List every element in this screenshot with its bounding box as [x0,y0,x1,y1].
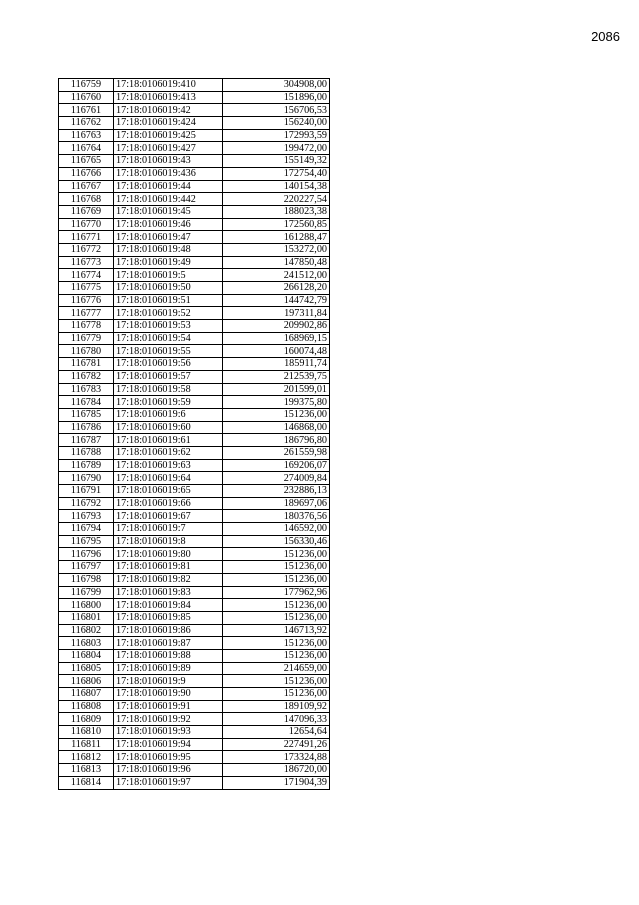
value-cell: 144742,79 [223,294,330,307]
row-number-cell: 116761 [59,104,114,117]
row-number-cell: 116809 [59,713,114,726]
cadastral-number-cell: 17:18:0106019:82 [114,573,223,586]
row-number-cell: 116808 [59,700,114,713]
table-row [59,611,330,624]
row-number-cell: 116769 [59,205,114,218]
value-cell: 274009,84 [223,472,330,485]
value-cell: 186720,00 [223,764,330,777]
row-number-cell: 116789 [59,459,114,472]
value-cell: 197311,84 [223,307,330,320]
table-row [59,307,330,320]
cadastral-number-cell: 17:18:0106019:7 [114,523,223,536]
table-row [59,573,330,586]
table-row [59,649,330,662]
value-cell: 261559,98 [223,446,330,459]
row-number-cell: 116772 [59,243,114,256]
cadastral-number-cell: 17:18:0106019:425 [114,129,223,142]
value-cell: 151236,00 [223,561,330,574]
table-row [59,446,330,459]
cadastral-number-cell: 17:18:0106019:87 [114,637,223,650]
row-number-cell: 116796 [59,548,114,561]
table-row [59,231,330,244]
table-row [59,408,330,421]
cadastral-number-cell: 17:18:0106019:81 [114,561,223,574]
value-cell: 172560,85 [223,218,330,231]
cadastral-number-cell: 17:18:0106019:410 [114,79,223,92]
value-cell: 151236,00 [223,599,330,612]
row-number-cell: 116764 [59,142,114,155]
table-row [59,79,330,92]
cadastral-number-cell: 17:18:0106019:5 [114,269,223,282]
cadastral-number-cell: 17:18:0106019:50 [114,282,223,295]
table-row [59,370,330,383]
value-cell: 151236,00 [223,637,330,650]
value-cell: 146592,00 [223,523,330,536]
table-row [59,497,330,510]
value-cell: 173324,88 [223,751,330,764]
table-row [59,421,330,434]
cadastral-number-cell: 17:18:0106019:84 [114,599,223,612]
row-number-cell: 116812 [59,751,114,764]
row-number-cell: 116803 [59,637,114,650]
row-number-cell: 116777 [59,307,114,320]
value-cell: 155149,32 [223,155,330,168]
value-cell: 201599,01 [223,383,330,396]
value-cell: 151236,00 [223,611,330,624]
table-row [59,129,330,142]
row-number-cell: 116780 [59,345,114,358]
value-cell: 220227,54 [223,193,330,206]
cadastral-number-cell: 17:18:0106019:427 [114,142,223,155]
table-row [59,193,330,206]
value-cell: 168969,15 [223,332,330,345]
table-row [59,459,330,472]
row-number-cell: 116804 [59,649,114,662]
cadastral-number-cell: 17:18:0106019:436 [114,167,223,180]
row-number-cell: 116790 [59,472,114,485]
cadastral-number-cell: 17:18:0106019:54 [114,332,223,345]
value-cell: 189697,06 [223,497,330,510]
table-row [59,548,330,561]
row-number-cell: 116759 [59,79,114,92]
cadastral-number-cell: 17:18:0106019:67 [114,510,223,523]
cadastral-number-cell: 17:18:0106019:63 [114,459,223,472]
table-body [59,79,330,790]
table-row [59,510,330,523]
table-row [59,104,330,117]
value-cell: 186796,80 [223,434,330,447]
cadastral-number-cell: 17:18:0106019:424 [114,117,223,130]
table-row [59,91,330,104]
cadastral-number-cell: 17:18:0106019:48 [114,243,223,256]
cadastral-number-cell: 17:18:0106019:90 [114,688,223,701]
table-row [59,294,330,307]
table-row [59,142,330,155]
row-number-cell: 116783 [59,383,114,396]
cadastral-number-cell: 17:18:0106019:62 [114,446,223,459]
row-number-cell: 116781 [59,358,114,371]
cadastral-value-table [58,78,330,790]
row-number-cell: 116799 [59,586,114,599]
row-number-cell: 116765 [59,155,114,168]
cadastral-number-cell: 17:18:0106019:60 [114,421,223,434]
table-row [59,320,330,333]
value-cell: 214659,00 [223,662,330,675]
row-number-cell: 116800 [59,599,114,612]
row-number-cell: 116795 [59,535,114,548]
table-row [59,662,330,675]
table-row [59,345,330,358]
cadastral-number-cell: 17:18:0106019:44 [114,180,223,193]
row-number-cell: 116792 [59,497,114,510]
row-number-cell: 116767 [59,180,114,193]
row-number-cell: 116775 [59,282,114,295]
cadastral-number-cell: 17:18:0106019:80 [114,548,223,561]
value-cell: 212539,75 [223,370,330,383]
row-number-cell: 116762 [59,117,114,130]
value-cell: 156240,00 [223,117,330,130]
table-row [59,700,330,713]
value-cell: 172754,40 [223,167,330,180]
row-number-cell: 116771 [59,231,114,244]
table-row [59,776,330,789]
cadastral-number-cell: 17:18:0106019:45 [114,205,223,218]
row-number-cell: 116814 [59,776,114,789]
table-row [59,523,330,536]
value-cell: 151236,00 [223,688,330,701]
cadastral-number-cell: 17:18:0106019:8 [114,535,223,548]
table-row [59,675,330,688]
table-row [59,738,330,751]
row-number-cell: 116810 [59,726,114,739]
value-cell: 209902,86 [223,320,330,333]
value-cell: 12654,64 [223,726,330,739]
row-number-cell: 116786 [59,421,114,434]
row-number-cell: 116779 [59,332,114,345]
value-cell: 151236,00 [223,573,330,586]
cadastral-number-cell: 17:18:0106019:89 [114,662,223,675]
table-row [59,383,330,396]
table-row [59,713,330,726]
row-number-cell: 116787 [59,434,114,447]
table-row [59,561,330,574]
value-cell: 227491,26 [223,738,330,751]
table-row [59,726,330,739]
table-row [59,282,330,295]
table-row [59,688,330,701]
row-number-cell: 116782 [59,370,114,383]
table-row [59,434,330,447]
cadastral-number-cell: 17:18:0106019:6 [114,408,223,421]
cadastral-number-cell: 17:18:0106019:92 [114,713,223,726]
value-cell: 180376,56 [223,510,330,523]
cadastral-number-cell: 17:18:0106019:46 [114,218,223,231]
table-row [59,751,330,764]
cadastral-number-cell: 17:18:0106019:65 [114,485,223,498]
table-row [59,155,330,168]
value-cell: 151236,00 [223,675,330,688]
value-cell: 160074,48 [223,345,330,358]
value-cell: 151236,00 [223,408,330,421]
row-number-cell: 116770 [59,218,114,231]
value-cell: 161288,47 [223,231,330,244]
cadastral-number-cell: 17:18:0106019:83 [114,586,223,599]
row-number-cell: 116802 [59,624,114,637]
cadastral-number-cell: 17:18:0106019:49 [114,256,223,269]
cadastral-number-cell: 17:18:0106019:9 [114,675,223,688]
row-number-cell: 116760 [59,91,114,104]
table-row [59,396,330,409]
table-row [59,535,330,548]
cadastral-number-cell: 17:18:0106019:61 [114,434,223,447]
table-row [59,472,330,485]
cadastral-number-cell: 17:18:0106019:86 [114,624,223,637]
table-row [59,256,330,269]
table-row [59,218,330,231]
value-cell: 172993,59 [223,129,330,142]
cadastral-number-cell: 17:18:0106019:66 [114,497,223,510]
cadastral-number-cell: 17:18:0106019:88 [114,649,223,662]
table-row [59,167,330,180]
row-number-cell: 116778 [59,320,114,333]
table-row [59,358,330,371]
value-cell: 151236,00 [223,548,330,561]
row-number-cell: 116776 [59,294,114,307]
row-number-cell: 116798 [59,573,114,586]
row-number-cell: 116763 [59,129,114,142]
value-cell: 199375,80 [223,396,330,409]
table-row [59,764,330,777]
value-cell: 266128,20 [223,282,330,295]
value-cell: 146713,92 [223,624,330,637]
cadastral-number-cell: 17:18:0106019:85 [114,611,223,624]
cadastral-number-cell: 17:18:0106019:43 [114,155,223,168]
row-number-cell: 116774 [59,269,114,282]
table-row [59,624,330,637]
page-number: 2086 [591,29,620,44]
row-number-cell: 116793 [59,510,114,523]
value-cell: 241512,00 [223,269,330,282]
table-row [59,117,330,130]
value-cell: 304908,00 [223,79,330,92]
cadastral-number-cell: 17:18:0106019:93 [114,726,223,739]
cadastral-number-cell: 17:18:0106019:97 [114,776,223,789]
cadastral-number-cell: 17:18:0106019:64 [114,472,223,485]
row-number-cell: 116768 [59,193,114,206]
table-row [59,332,330,345]
cadastral-number-cell: 17:18:0106019:94 [114,738,223,751]
table-row [59,586,330,599]
cadastral-number-cell: 17:18:0106019:42 [114,104,223,117]
row-number-cell: 116811 [59,738,114,751]
value-cell: 189109,92 [223,700,330,713]
cadastral-number-cell: 17:18:0106019:442 [114,193,223,206]
cadastral-number-cell: 17:18:0106019:57 [114,370,223,383]
value-cell: 151896,00 [223,91,330,104]
value-cell: 147850,48 [223,256,330,269]
cadastral-number-cell: 17:18:0106019:55 [114,345,223,358]
value-cell: 232886,13 [223,485,330,498]
row-number-cell: 116805 [59,662,114,675]
row-number-cell: 116766 [59,167,114,180]
value-cell: 146868,00 [223,421,330,434]
value-cell: 185911,74 [223,358,330,371]
cadastral-number-cell: 17:18:0106019:56 [114,358,223,371]
cadastral-number-cell: 17:18:0106019:96 [114,764,223,777]
row-number-cell: 116788 [59,446,114,459]
value-cell: 169206,07 [223,459,330,472]
value-cell: 156330,46 [223,535,330,548]
cadastral-number-cell: 17:18:0106019:58 [114,383,223,396]
table-row [59,637,330,650]
value-cell: 140154,38 [223,180,330,193]
value-cell: 147096,33 [223,713,330,726]
row-number-cell: 116784 [59,396,114,409]
row-number-cell: 116791 [59,485,114,498]
value-cell: 171904,39 [223,776,330,789]
row-number-cell: 116773 [59,256,114,269]
value-cell: 156706,53 [223,104,330,117]
table-row [59,269,330,282]
value-cell: 153272,00 [223,243,330,256]
table-row [59,599,330,612]
table-row [59,243,330,256]
row-number-cell: 116807 [59,688,114,701]
value-cell: 199472,00 [223,142,330,155]
row-number-cell: 116801 [59,611,114,624]
table-row [59,180,330,193]
cadastral-number-cell: 17:18:0106019:52 [114,307,223,320]
table-row [59,205,330,218]
value-cell: 177962,96 [223,586,330,599]
cadastral-number-cell: 17:18:0106019:53 [114,320,223,333]
cadastral-number-cell: 17:18:0106019:91 [114,700,223,713]
cadastral-number-cell: 17:18:0106019:47 [114,231,223,244]
value-cell: 188023,38 [223,205,330,218]
cadastral-number-cell: 17:18:0106019:59 [114,396,223,409]
table-row [59,485,330,498]
row-number-cell: 116797 [59,561,114,574]
row-number-cell: 116785 [59,408,114,421]
cadastral-number-cell: 17:18:0106019:51 [114,294,223,307]
cadastral-number-cell: 17:18:0106019:413 [114,91,223,104]
value-cell: 151236,00 [223,649,330,662]
row-number-cell: 116806 [59,675,114,688]
row-number-cell: 116813 [59,764,114,777]
row-number-cell: 116794 [59,523,114,536]
cadastral-number-cell: 17:18:0106019:95 [114,751,223,764]
